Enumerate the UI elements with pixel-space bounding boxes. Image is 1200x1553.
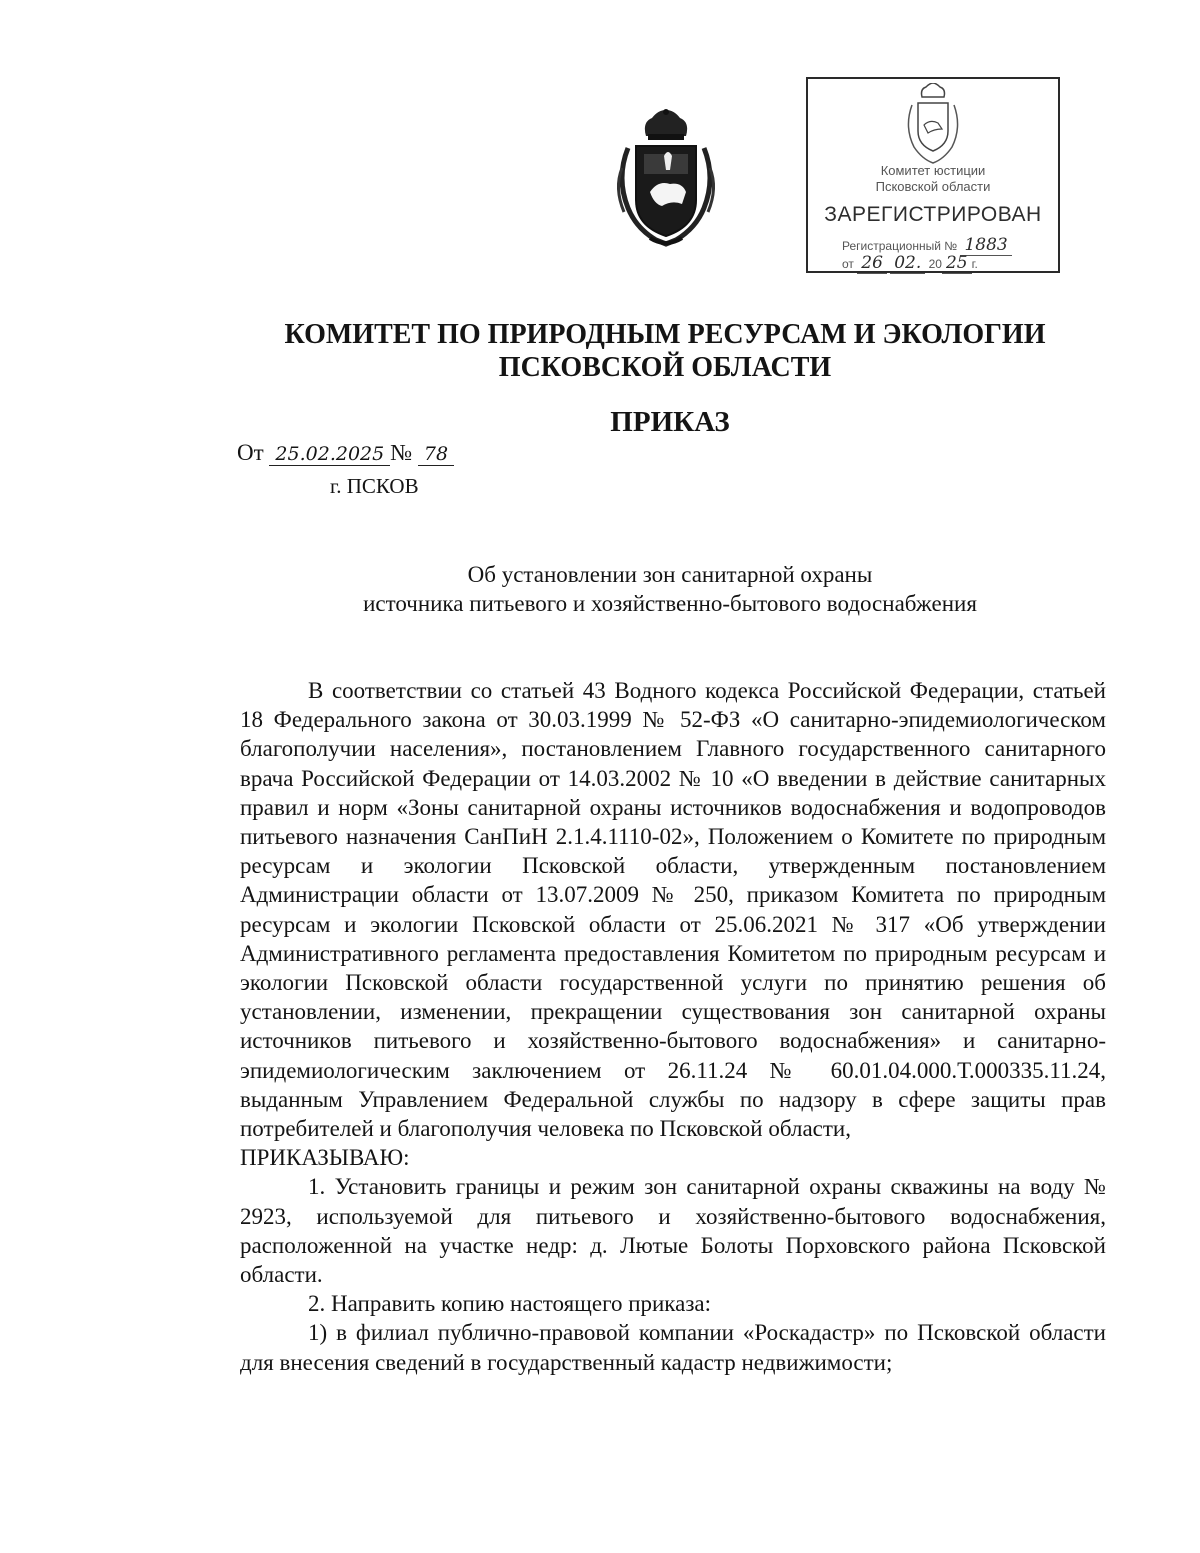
stamp-region-line: Псковской области: [875, 179, 991, 194]
stamp-reg-number-label: Регистрационный №: [842, 239, 958, 253]
stamp-date-year-suffix: г.: [971, 257, 978, 271]
subject-line2: источника питьевого и хозяйственно-бытового водоснабжения: [363, 591, 977, 616]
organization-title-line2: ПСКОВСКОЙ ОБЛАСТИ: [498, 352, 832, 383]
organization-title-line1: КОМИТЕТ ПО ПРИРОДНЫМ РЕСУРСАМ И ЭКОЛОГИИ: [284, 319, 1046, 350]
stamp-date-label: от: [842, 257, 854, 271]
order-date: 25.02.2025: [269, 443, 390, 466]
order-word: ПРИКАЗЫВАЮ:: [240, 1145, 410, 1171]
organization-title: [200, 318, 1130, 384]
stamp-emblem: [902, 83, 964, 167]
coat-of-arms-emblem: [606, 108, 726, 248]
stamp-date-year: 25: [942, 253, 972, 274]
subject-line1: Об установлении зон санитарной охраны: [467, 562, 873, 587]
registration-stamp: [806, 77, 1060, 273]
stamp-reg-number-row: [842, 235, 1012, 255]
order-item-1: 1. Установить границы и режим зон санитарной охраны скважины на воду № 2923, используемой для питьевого и хозяйственно-бытового водоснабжения, расположенной на участке недр: д. Лютые Болоты Порховского района Псковской области.: [240, 1174, 1106, 1288]
stamp-date-row: [842, 253, 978, 273]
date-label: От: [237, 440, 264, 465]
order-number: 78: [418, 443, 454, 466]
city-label: г. ПСКОВ: [330, 474, 419, 498]
stamp-reg-number: 1883: [960, 235, 1011, 256]
stamp-date-day: 26: [857, 253, 887, 274]
stamp-date-year-prefix: 20: [928, 257, 942, 271]
order-item-2-1: 1) в филиал публично-правовой компании «Роскадастр» по Псковской области для внесения сведений в государственный кадастр недвижимости;: [240, 1320, 1106, 1375]
document-type: ПРИКАЗ: [610, 406, 730, 438]
order-item-2: 2. Направить копию настоящего приказа:: [308, 1291, 712, 1317]
stamp-date-month: 02.: [890, 253, 925, 274]
stamp-authority-line: Комитет юстиции: [880, 163, 986, 178]
document-body: [240, 676, 1106, 1377]
preamble-paragraph: В соответствии со статьей 43 Водного кодекса Российской Федерации, статьей 18 Федерального закона от 30.03.1999 № 52-ФЗ «О санитарно-эпидемиологическом благополучии населения», постановлением Главного государственного санитарного врача Российской Федерации от 14.03.2002 № 10 «О введении в действие санитарных правил и норм «Зоны санитарной охраны источников водоснабжения и водопроводов питьевого назначения СанПиН 2.1.4.1110-02», Положением о Комитете по природным ресурсам и экологии Псковской области, утвержденным постановлением Администрации области от 13.07.2009 № 250, приказом Комитета по природным ресурсам и экологии Псковской области от 25.06.2021 № 317 «Об утверждении Административного регламента предоставления Комитетом по природным ресурсам и экологии Псковской области государственной услуги по принятию решения об установлении, изменении, прекращении существования зон санитарной охраны источников питьевого и хозяйственно-бытового водоснабжения» и санитарно-эпидемиологическим заключением от 26.11.24 № 60.01.04.000.Т.000335.11.24, выданным Управлением Федеральной службы по надзору в сфере защиты прав потребителей и благополучия человека по Псковской области,: [240, 678, 1106, 1142]
stamp-registered-label: ЗАРЕГИСТРИРОВАН: [824, 203, 1042, 226]
number-label: №: [390, 440, 413, 465]
document-subject: [240, 560, 1100, 618]
order-date-number-line: [237, 440, 454, 466]
